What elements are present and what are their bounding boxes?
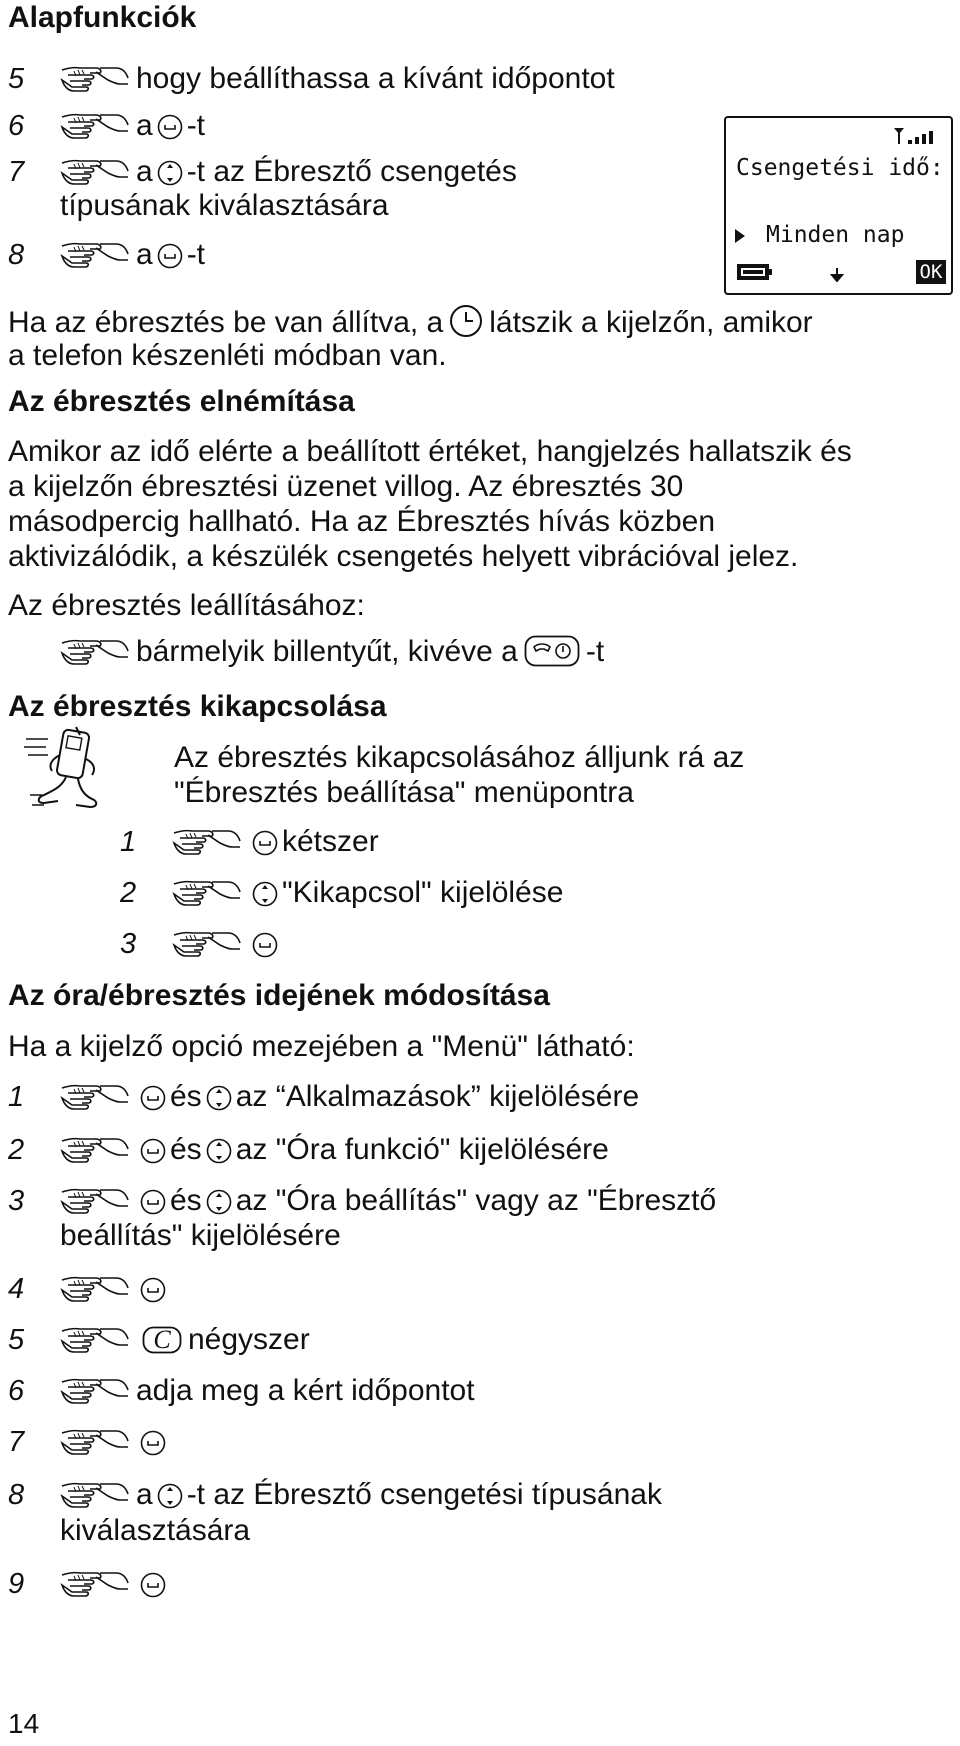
modify-step-4 <box>8 1271 170 1307</box>
step-number: 3 <box>8 1185 25 1217</box>
and-word: és <box>170 1184 202 1217</box>
ok-softkey: OK <box>916 260 946 284</box>
step-text: az "Óra beállítás" vagy az "Ébresztő <box>235 1184 717 1217</box>
clear-key-icon <box>142 1326 182 1354</box>
stop-label: Az ébresztés leállításához: <box>8 589 365 622</box>
and-word: és <box>170 1080 202 1113</box>
modify-intro: Ha a kijelző opció mezejében a "Menü" látható: <box>8 1030 635 1063</box>
step-text: négyszer <box>188 1323 310 1356</box>
step-text: az "Óra funkció" kijelölésére <box>235 1133 609 1166</box>
step-text-pre: a <box>136 155 153 188</box>
disable-step-1 <box>120 824 379 860</box>
signal-strength-icon <box>892 126 940 146</box>
step-text-pre: a <box>136 109 153 142</box>
ok-key-icon <box>140 1189 166 1215</box>
ok-key-icon <box>140 1277 166 1303</box>
modify-step-9 <box>8 1566 170 1602</box>
display-option: Minden nap <box>766 222 905 248</box>
modify-step-7 <box>8 1424 170 1460</box>
step-text-pre: a <box>136 238 153 271</box>
info-text-pre: Ha az ébresztés be van állítva, a <box>8 306 444 339</box>
modify-step-8-continued: kiválasztására <box>60 1514 251 1547</box>
alarm-info-line2: a telefon készenléti módban van. <box>8 339 447 372</box>
ok-key-icon <box>140 1430 166 1456</box>
press-key-icon <box>60 1133 130 1165</box>
disable-heading: Az ébresztés kikapcsolása <box>8 690 387 723</box>
selection-arrow-icon <box>734 228 746 244</box>
press-key-icon <box>60 1272 130 1304</box>
press-key-icon <box>60 155 130 187</box>
navigation-key-icon <box>206 1085 232 1111</box>
modify-heading: Az óra/ébresztés idejének módosítása <box>8 979 550 1012</box>
and-word: és <box>170 1133 202 1166</box>
modify-step-6 <box>8 1373 475 1409</box>
step-number: 9 <box>8 1568 25 1600</box>
press-key-icon <box>60 1374 130 1406</box>
step-number: 2 <box>120 877 137 909</box>
mute-para-line: a kijelzőn ébresztési üzenet villog. Az ébresztés 30 <box>8 470 684 503</box>
ok-key-icon <box>157 243 183 269</box>
press-key-icon <box>60 1425 130 1457</box>
stop-instruction <box>60 634 604 670</box>
press-key-icon <box>172 876 242 908</box>
stop-text-pre: bármelyik billentyűt, kivéve a <box>136 635 518 668</box>
mute-para-line: aktivizálódik, a készülék csengetés helyett vibrációval jelez. <box>8 540 799 573</box>
step-text-post: -t az Ébresztő csengetés <box>186 155 517 188</box>
press-key-icon <box>60 1080 130 1112</box>
step-text-post: -t az Ébresztő csengetési típusának <box>186 1478 662 1511</box>
ok-key-icon <box>140 1138 166 1164</box>
step-text: adja meg a kért időpontot <box>136 1374 475 1407</box>
step-number: 1 <box>8 1081 25 1113</box>
step-5 <box>8 61 615 97</box>
step-text-post: -t <box>186 109 206 142</box>
press-key-icon <box>60 1567 130 1599</box>
ok-key-icon <box>252 830 278 856</box>
page-number: 14 <box>8 1708 40 1739</box>
mute-para-line: másodpercig hallható. Ha az Ébresztés hívás közben <box>8 505 716 538</box>
mute-para-line: Amikor az idő elérte a beállított értéket, hangjelzés hallatszik és <box>8 435 852 468</box>
step-number: 5 <box>8 1324 25 1356</box>
ok-key-icon <box>140 1085 166 1111</box>
step-number: 7 <box>8 1426 25 1458</box>
modify-step-3 <box>8 1183 716 1219</box>
navigation-key-icon <box>206 1189 232 1215</box>
step-number: 6 <box>8 110 25 142</box>
step-number: 7 <box>8 156 25 188</box>
press-key-icon <box>60 62 130 94</box>
modify-step-2 <box>8 1132 609 1168</box>
clock-icon <box>449 304 483 338</box>
display-title: Csengetési idő: <box>736 155 944 181</box>
step-7 <box>8 154 517 190</box>
press-key-icon <box>60 635 130 667</box>
press-key-icon <box>60 238 130 270</box>
alarm-info-line1 <box>8 304 813 341</box>
step-number: 6 <box>8 1375 25 1407</box>
section-title: Alapfunkciók <box>8 1 197 34</box>
phone-display <box>724 116 953 295</box>
step-number: 8 <box>8 1479 25 1511</box>
step-text-post: -t <box>186 238 206 271</box>
step-number: 5 <box>8 63 25 95</box>
navigation-key-icon <box>157 160 183 186</box>
ok-key-icon <box>252 932 278 958</box>
disable-note-line: "Ébresztés beállítása" menüpontra <box>174 776 634 809</box>
step-6 <box>8 108 205 144</box>
ok-key-icon <box>157 114 183 140</box>
step-8 <box>8 237 205 273</box>
navigation-key-icon <box>252 881 278 907</box>
press-key-icon <box>172 825 242 857</box>
down-arrow-icon <box>829 266 845 282</box>
info-text-post: látszik a kijelzőn, amikor <box>489 306 813 339</box>
press-key-icon <box>60 1184 130 1216</box>
disable-step-2 <box>120 875 563 911</box>
step-number: 2 <box>8 1134 25 1166</box>
step-number: 4 <box>8 1273 25 1305</box>
step-text: kétszer <box>282 825 379 858</box>
step-number: 3 <box>120 928 137 960</box>
step-number: 8 <box>8 239 25 271</box>
press-key-icon <box>60 1478 130 1510</box>
navigation-key-icon <box>157 1483 183 1509</box>
disable-step-3 <box>120 926 282 962</box>
battery-icon <box>736 263 772 281</box>
step-number: 1 <box>120 826 137 858</box>
step-7-continued: típusának kiválasztására <box>60 189 389 222</box>
navigation-key-icon <box>206 1138 232 1164</box>
step-text: az “Alkalmazások” kijelölésére <box>235 1080 640 1113</box>
modify-step-8 <box>8 1477 662 1513</box>
step-text: hogy beállíthassa a kívánt időpontot <box>136 62 615 95</box>
step-text: "Kikapcsol" kijelölése <box>282 876 564 909</box>
clear-key-label: C <box>153 1325 171 1354</box>
modify-step-1 <box>8 1079 639 1115</box>
press-key-icon <box>172 927 242 959</box>
mute-heading: Az ébresztés elnémítása <box>8 385 355 418</box>
ok-key-icon <box>140 1572 166 1598</box>
press-key-icon <box>60 109 130 141</box>
running-phone-mascot-icon <box>22 725 108 813</box>
step-text-pre: a <box>136 1478 153 1511</box>
disable-note-line: Az ébresztés kikapcsolásához álljunk rá az <box>174 741 745 774</box>
modify-step-5 <box>8 1322 310 1358</box>
press-key-icon <box>60 1323 130 1355</box>
end-key-icon <box>524 635 580 667</box>
stop-text-post: -t <box>585 635 605 668</box>
modify-step-3-continued: beállítás" kijelölésére <box>60 1219 341 1252</box>
